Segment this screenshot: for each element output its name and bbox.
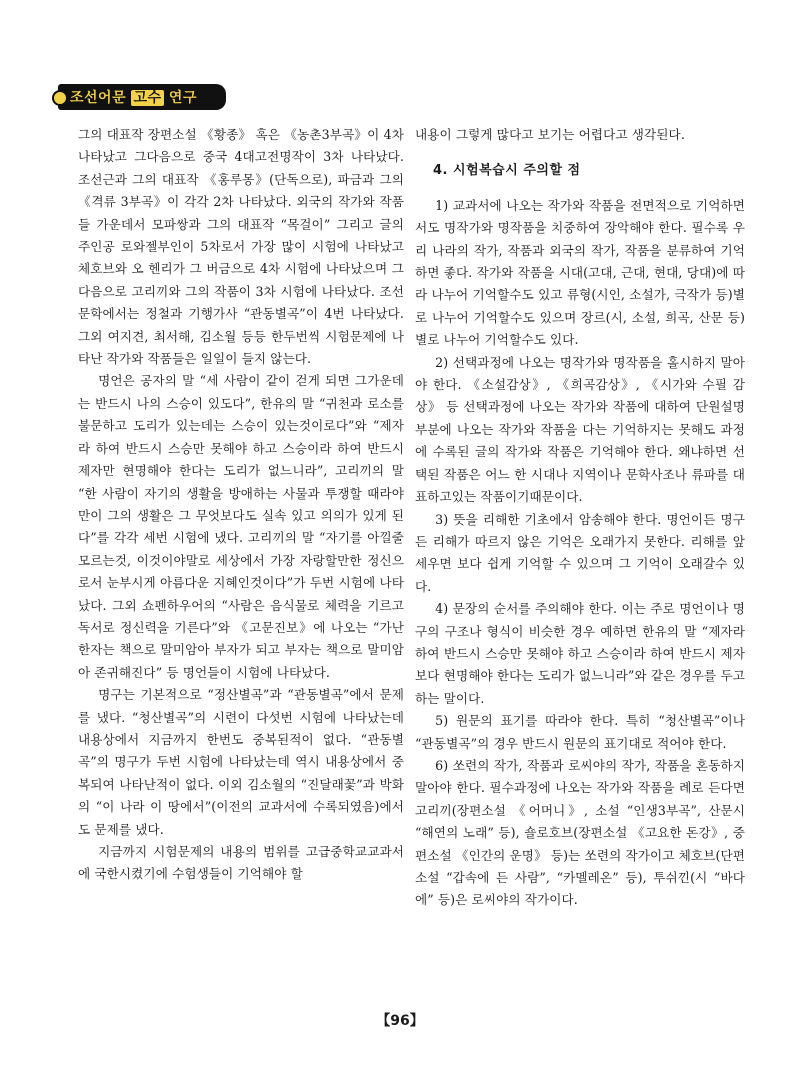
list-item: 3) 뜻을 리해한 기초에서 암송해야 한다. 명언이든 명구든 리해가 따르지 않은 기억은 오래가지 못한다. 리해를 앞세우면 보다 쉽게 기억할 수 있으며 그 기억이 오래갈수 있다. xyxy=(415,511,745,594)
paragraph: 명구는 기본적으로 “정산별곡”과 “관동별곡”에서 문제를 냈다. “청산별곡”의 시련이 다섯번 시험에 나타났는데 내용상에서 지금까지 한번도 중복된적이 없다. “관동별곡”의 명구가 두번 시험에 나타났는데 역시 내용상에서 중복되여 나타난적이 없다. 이외 김소월의 “진달래꽃”과 박화의 “이 나라 이 땅에서”(이전의 교과서에 수록되였음)에서도 문제를 냈다. xyxy=(78,687,404,837)
paragraph: 내용이 그렇게 많다고 보기는 어렵다고 생각된다. xyxy=(415,127,685,142)
list-item: 2) 선택과정에 나오는 명작가와 명작품을 홀시하지 말아야 한다. 《소설감상》, 《희곡감상》, 《시가와 수필 감상》 등 선택과정에 나오는 작가와 작품에 대하여 단원설명부분에 나오는 작가와 작품을 다는 기억하지는 못해도 과정에 수록된 글의 작가와 작품은 기억해야 한다. 왜냐하면 선택된 작품은 어느 한 시대나 지역이나 문학사조나 류파를 대표하고있는 작품이기때문이다. xyxy=(415,354,745,505)
list-item: 6) 쏘련의 작가, 작품과 로씨야의 작가, 작품을 혼동하지 말아야 한다. 필수과정에 나오는 작가와 작품을 례로 든다면 고리끼(장편소설 《어머니》, 소설 “인생3부곡”, 산문시 “해연의 노래” 등), 숄로호브(장편소설 《고요한 돈강》, 중편소설 《인간의 운명》 등)는 쏘련의 작가이고 체호브(단편소설 “갑속에 든 사람”, “카멜레온” 등), 투쉬낀(시 “바다에” 등)은 로씨야의 작가이다. xyxy=(415,757,745,908)
right-column xyxy=(415,124,745,912)
paragraph: 지금까지 시험문제의 내용의 범위를 고급중학교교과서에 국한시켰기에 수험생들이 기억해야 할 xyxy=(78,844,404,882)
header-title-part3: 연구 xyxy=(168,90,197,106)
section-header-banner xyxy=(58,84,226,110)
paragraph: 명언은 공자의 말 “세 사람이 같이 걷게 되면 그가운데는 반드시 나의 스승이 있도다”, 한유의 말 “귀천과 로소를 불문하고 도리가 있는데는 스승이 있는것이로다”와 “제자라 하여 반드시 스승만 못해야 하고 스승이라 하여 반드시 제자만 현명해야 한다는 도리가 없느니라”, 고리끼의 말 “한 사람이 자기의 생활을 방애하는 사물과 투쟁할 때라야만이 그의 생활은 그 무엇보다도 실속 있고 의의가 있게 된다”를 각각 세번 시험에 냈다. 고리끼의 말 “자기를 아낄줄 모르는것, 이것이야말로 세상에서 가장 자랑할만한 정신으로서 눈부시게 아름다운 지혜인것이다”가 두번 시험에 나타났다. 그외 쇼펜하우어의 “사람은 음식물로 체력을 기르고 독서로 정신력을 기른다”와 《고문진보》에 나오는 “가난한자는 책으로 말미암아 부자가 되고 부자는 책으로 말미암아 존귀해진다” 등 명언들이 시험에 나타났다. xyxy=(78,373,404,680)
header-ornament-icon xyxy=(52,90,68,106)
header-title-part2: 고수 xyxy=(133,90,162,106)
list-item: 5) 원문의 표기를 따라야 한다. 특히 “청산별곡”이나 “관동별곡”의 경우 반드시 원문의 표기대로 적어야 한다. xyxy=(415,713,745,751)
left-column xyxy=(78,124,404,886)
list-item: 1) 교과서에 나오는 작가와 작품을 전면적으로 기억하면서도 명작가와 명작품을 치중하여 장악해야 한다. 필수록 우리 나라의 작가, 작품과 외국의 작가, 작품을 분류하여 기억하면 좋다. 작가와 작품을 시대(고대, 근대, 현대, 당대)에 따라 나누어 기억할수도 있고 류형(시인, 소설가, 극작가 등)별로 나누어 기억할수도 있으며 장르(시, 소설, 희곡, 산문 등)별로 나누어 기억할수도 있다. xyxy=(415,197,745,348)
section-header-title xyxy=(70,87,197,107)
list-item: 4) 문장의 순서를 주의해야 한다. 이는 주로 명언이나 명구의 구조나 형식이 비슷한 경우 예하면 한유의 말 “제자라 하여 반드시 스승만 못해야 하고 스승이라 하여 반드시 제자보다 현명해야 한다는 도리가 없느니라”와 같은 경우를 두고 하는 말이다. xyxy=(415,601,745,706)
section-heading: 4. 시험복습시 주의할 점 xyxy=(433,163,581,179)
header-title-part1: 조선어문 xyxy=(70,90,127,106)
paragraph: 그의 대표작 장편소설 《황종》 혹은 《농촌3부곡》이 4차 나타났고 그다음으로 중국 4대고전명작이 3차 나타났다. 조선근과 그의 대표작 《홍루몽》(단독으로), 파금과 그의 《격류 3부곡》이 각각 2차 나타났다. 외국의 작가와 작품들 가운데서 모파쌍과 그의 대표작 “목걸이” 그리고 글의 주인공 로와젤부인이 5차로서 가장 많이 시험에 나타났고 체호브와 오 헨리가 그 버금으로 4차 시험에 나타났으며 그 다음으로 고리끼와 그의 작품이 3차 시험에 나타났다. 조선문학에서는 정철과 기행가사 “관동별곡”이 4번 나타났다. 그외 여지견, 최서해, 김소월 등등 한두번씩 시험문제에 나타난 작가와 작품들은 일일이 들지 않는다. xyxy=(78,127,404,367)
page-number: 【96】 xyxy=(376,1013,424,1029)
